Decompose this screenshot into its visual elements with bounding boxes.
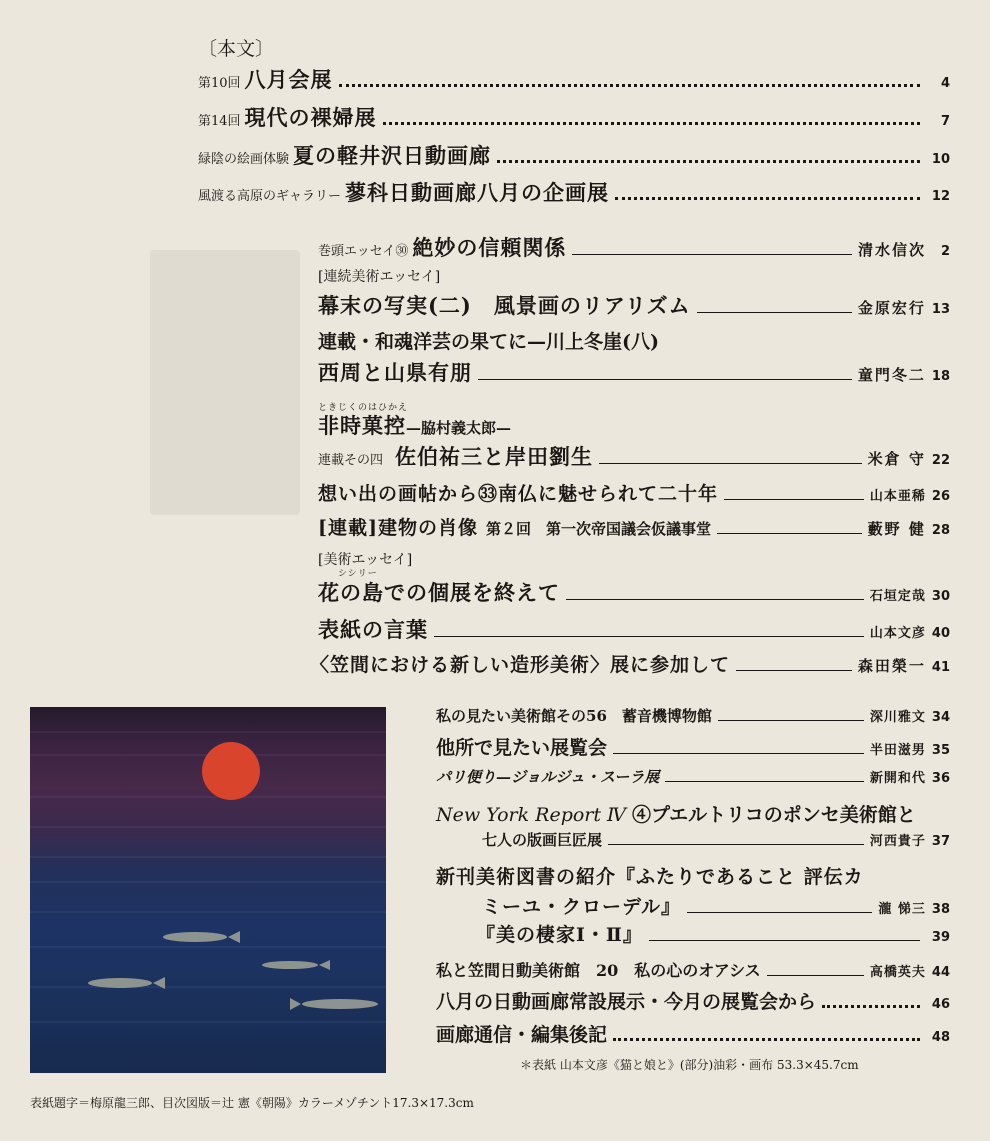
page-number: 37 <box>931 834 950 849</box>
author: 童門冬二 <box>857 366 926 384</box>
leader-line <box>718 720 864 721</box>
leader-line <box>572 254 852 255</box>
toc-entry[interactable] <box>436 862 864 889</box>
entry-title: 蓼科日動画廊八月の企画展 <box>345 180 610 205</box>
toc-entry[interactable] <box>436 705 950 729</box>
page-number: 34 <box>931 710 950 725</box>
toc-entry[interactable] <box>436 1020 950 1047</box>
leader-line <box>665 781 864 782</box>
leader-line <box>608 844 864 845</box>
toc-entry[interactable] <box>318 577 950 608</box>
toc-entry[interactable] <box>310 650 950 679</box>
entry-title: 現代の裸婦展 <box>244 105 377 130</box>
leader-line <box>736 670 852 671</box>
author: 新開和代 <box>869 771 926 786</box>
author: 石垣定哉 <box>869 589 926 604</box>
entry-title: 新刊美術図書の紹介『ふたりであること 評伝カ <box>436 866 864 888</box>
leader-line <box>599 463 862 464</box>
page-number: 36 <box>931 771 950 786</box>
page-number: 35 <box>931 743 950 758</box>
page-number: 12 <box>931 189 950 204</box>
page-number: 44 <box>931 965 950 980</box>
entry-title: 私の見たい美術館その56 蓄音機博物館 <box>436 707 712 725</box>
entry-subtitle: —脇村義太郎— <box>406 419 512 437</box>
toc-entry[interactable] <box>198 64 950 94</box>
toc-entry[interactable] <box>482 829 950 853</box>
entry-title: 私と笠間日動美術館 20 私の心のオアシス <box>436 961 761 980</box>
page-number: 28 <box>931 523 950 538</box>
section-title: 〔本文〕 <box>198 38 275 60</box>
entry-title: [連載]建物の肖像 <box>318 517 478 539</box>
author: 森田榮一 <box>857 657 926 675</box>
page-number: 22 <box>931 453 950 468</box>
entry-title: ④プエルトリコのポンセ美術館と <box>632 804 916 826</box>
leader-line <box>478 379 852 380</box>
entry-title: 八月会展 <box>244 67 333 92</box>
page-number: 2 <box>940 244 950 259</box>
cover-caption: ＊表紙 山本文彦《猫と娘と》(部分)油彩・画布 53.3×45.7cm <box>520 1058 859 1072</box>
entry-prefix: 第14回 <box>198 114 241 129</box>
toc-entry[interactable] <box>436 733 950 762</box>
sun <box>202 742 260 800</box>
leader-line <box>697 312 852 313</box>
toc-entry[interactable] <box>436 800 916 827</box>
background-texture <box>150 250 300 515</box>
credits: 表紙題字＝梅原龍三郎、目次図版＝辻 憲《朝陽》カラーメゾチント17.3×17.3cm <box>30 1096 474 1110</box>
art-essay-label: [美術エッセイ] <box>318 552 413 568</box>
toc-entry[interactable] <box>198 140 950 170</box>
entry-title: 花の島での個展を終えて <box>318 580 560 605</box>
entry-subtitle: 第２回 第一次帝国議会仮議事堂 <box>485 520 711 538</box>
page-number: 46 <box>931 997 950 1012</box>
entry-title: 他所で見たい展覧会 <box>436 737 608 759</box>
entry-title: 非時菓控 <box>318 413 406 438</box>
entry-title: 想い出の画帖から㉝南仏に魅せられて二十年 <box>318 483 719 505</box>
serial-heading-text: 連載・和魂洋芸の果てに—川上冬崖(八) <box>318 331 659 353</box>
author: 藪野 健 <box>867 520 926 538</box>
entry-title: 夏の軽井沢日動画廊 <box>293 143 492 168</box>
author: 深川雅文 <box>869 710 926 725</box>
entry-title: 八月の日動画廊常設展示・今月の展覧会から <box>436 991 817 1013</box>
leader-dots <box>822 1005 920 1008</box>
entry-title: 絶妙の信頼関係 <box>412 235 567 260</box>
author: 山本亜稀 <box>869 489 926 504</box>
toc-entry[interactable] <box>436 958 950 984</box>
furigana: ときじくのはひかえ <box>318 403 409 413</box>
painting-illustration <box>30 707 386 1073</box>
author: 瀧 悌三 <box>878 902 926 917</box>
entry-prefix: 巻頭エッセイ㉚ <box>318 244 409 259</box>
page-number: 7 <box>940 114 950 129</box>
page-number: 13 <box>931 302 950 317</box>
toc-entry[interactable] <box>198 177 950 207</box>
author: 清水信次 <box>857 241 926 259</box>
page-number: 26 <box>931 489 950 504</box>
toc-entry[interactable] <box>318 513 950 542</box>
page-number: 10 <box>931 152 950 167</box>
entry-title-en: New York Report Ⅳ <box>436 804 627 826</box>
leader-line <box>687 912 872 913</box>
leader-line <box>613 753 864 754</box>
serial-heading <box>318 327 659 354</box>
leader-line <box>566 599 864 600</box>
entry-prefix: 連載その四 <box>318 453 384 468</box>
author: 金原宏行 <box>857 299 926 317</box>
toc-entry[interactable] <box>318 441 950 472</box>
entry-title: 七人の版画巨匠展 <box>482 831 603 849</box>
entry-title: 〈笠間における新しい造形美術〉展に参加して <box>310 654 731 676</box>
toc-entry[interactable] <box>318 232 950 263</box>
author: 高橋英夫 <box>869 965 926 980</box>
leader-dots <box>613 1038 920 1041</box>
toc-entry[interactable] <box>436 766 950 790</box>
toc-entry[interactable] <box>198 102 950 132</box>
page-number: 30 <box>931 589 950 604</box>
author: 山本文彦 <box>869 626 926 641</box>
entry-prefix: 第10回 <box>198 76 241 91</box>
toc-entry[interactable] <box>318 357 950 388</box>
entry-title: 佐伯祐三と岸田劉生 <box>395 444 594 469</box>
leader-line <box>717 533 862 534</box>
toc-entry[interactable] <box>482 892 950 921</box>
page-number: 40 <box>931 626 950 641</box>
author: 河西貴子 <box>869 834 926 849</box>
cover-painting <box>30 707 386 1073</box>
entry-prefix: 緑陰の絵画体験 <box>198 152 290 167</box>
entry-prefix: 風渡る高原のギャラリー <box>198 189 342 204</box>
leader-dots <box>339 84 920 87</box>
page-number: 18 <box>931 369 950 384</box>
entry-title: 幕末の写実(二) 風景画のリアリズム <box>318 293 691 318</box>
leader-line <box>434 636 864 637</box>
page-number: 48 <box>931 1030 950 1045</box>
entry-title: 『美の棲家Ⅰ・Ⅱ』 <box>476 924 643 946</box>
page-number: 41 <box>931 660 950 675</box>
leader-dots <box>383 122 920 125</box>
page-number: 39 <box>931 930 950 945</box>
leader-line <box>767 975 864 976</box>
leader-dots <box>615 197 920 200</box>
series-label: [連続美術エッセイ] <box>318 269 441 285</box>
entry-title: 表紙の言葉 <box>318 617 428 642</box>
toc-entry[interactable] <box>318 479 950 508</box>
author: 半田滋男 <box>869 743 926 758</box>
author: 米倉 守 <box>867 450 926 468</box>
entry-title: パリ便り—ジョルジュ・スーラ展 <box>436 768 660 786</box>
leader-line <box>649 940 920 941</box>
toc-entry[interactable] <box>318 410 511 440</box>
leader-line <box>724 499 864 500</box>
toc-entry[interactable] <box>476 920 950 949</box>
leader-dots <box>497 160 920 163</box>
toc-entry[interactable] <box>318 290 950 321</box>
entry-title: ミーユ・クローデル』 <box>482 896 682 918</box>
page-number: 4 <box>940 76 950 91</box>
toc-entry[interactable] <box>436 987 950 1014</box>
toc-entry[interactable] <box>318 614 950 645</box>
entry-title: 画廊通信・編集後記 <box>436 1024 608 1046</box>
furigana: シシリー <box>338 569 378 579</box>
page-number: 38 <box>931 902 950 917</box>
entry-title: 西周と山県有朋 <box>318 360 472 385</box>
